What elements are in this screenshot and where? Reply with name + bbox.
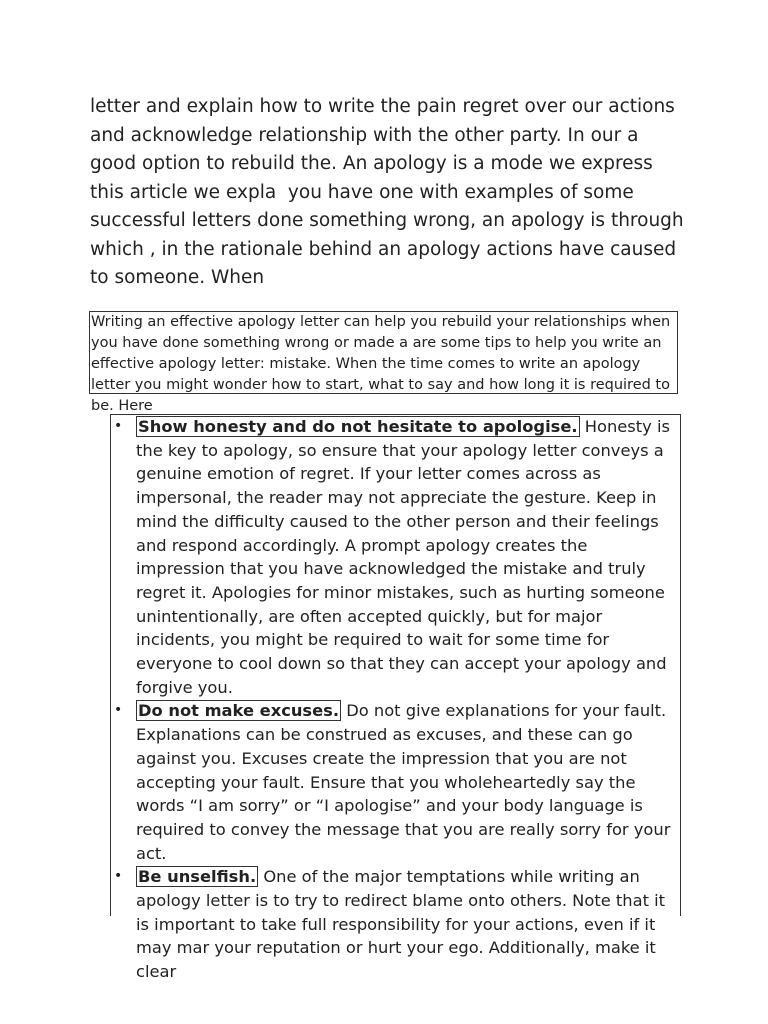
- tip-body: One of the major temptations while writing an apology letter is to try to redirect blame onto others. Note that it is important to take full responsibility for your actions, even if it may mar your reputation or hurt your ego. Additionally, make it clear: [136, 867, 666, 982]
- bullet-icon: •: [114, 418, 123, 434]
- tip-title: Do not make excuses.: [138, 701, 340, 721]
- intro-paragraph: letter and explain how to write the pain regret over our actions and acknowledge relationship with the other party. In our a good option to rebuild the. An apology is a mode we express this article we expla you have one with examples of some successful letters done something wrong, an apology is through which , in the rationale behind an apology actions have caused to someone. When: [90, 96, 690, 288]
- tip-body: Do not give explanations for your fault. Explanations can be construed as excuses, and these can go against you. Excuses create the impression that you are not accepting your fault. Ensure that you wholeheartedly say the words “I am sorry” or “I apologise” and your body language is required to convey the message that you are really sorry for your act.: [136, 701, 671, 863]
- tip-title: Show honesty and do not hesitate to apologise.: [138, 417, 578, 436]
- tips-list: [111, 415, 680, 984]
- bullet-icon: •: [114, 702, 123, 719]
- tip-item-unselfish: [111, 865, 680, 984]
- tip-title: Be unselfish.: [138, 867, 257, 887]
- boxed-paragraph: Writing an effective apology letter can help you rebuild your relationships when you have done something wrong or made a are some tips to help you write an effective apology letter: mistake. When the time comes to write an apology letter you might wonder how to start, what to say and how long it is required to be. Here: [89, 311, 678, 394]
- bullet-icon: •: [114, 868, 123, 885]
- tip-item-no-excuses: [111, 699, 680, 865]
- tips-box: [110, 414, 681, 982]
- tip-body: Honesty is the key to apology, so ensure that your apology letter conveys a genuine emotion of regret. If your letter comes across as impersonal, the reader may not appreciate the gesture. Keep in mind the difficulty caused to the other person and their feelings and respond accordingly. A prompt apology creates the impression that you have acknowledged the mistake and truly regret it. Apologies for minor mistakes, such as hurting someone unintentionally, are often accepted quickly, but for major incidents, you might be required to wait for some time for everyone to cool down so that they can accept your apology and forgive you.: [136, 417, 670, 697]
- tip-item-honesty: [111, 415, 680, 699]
